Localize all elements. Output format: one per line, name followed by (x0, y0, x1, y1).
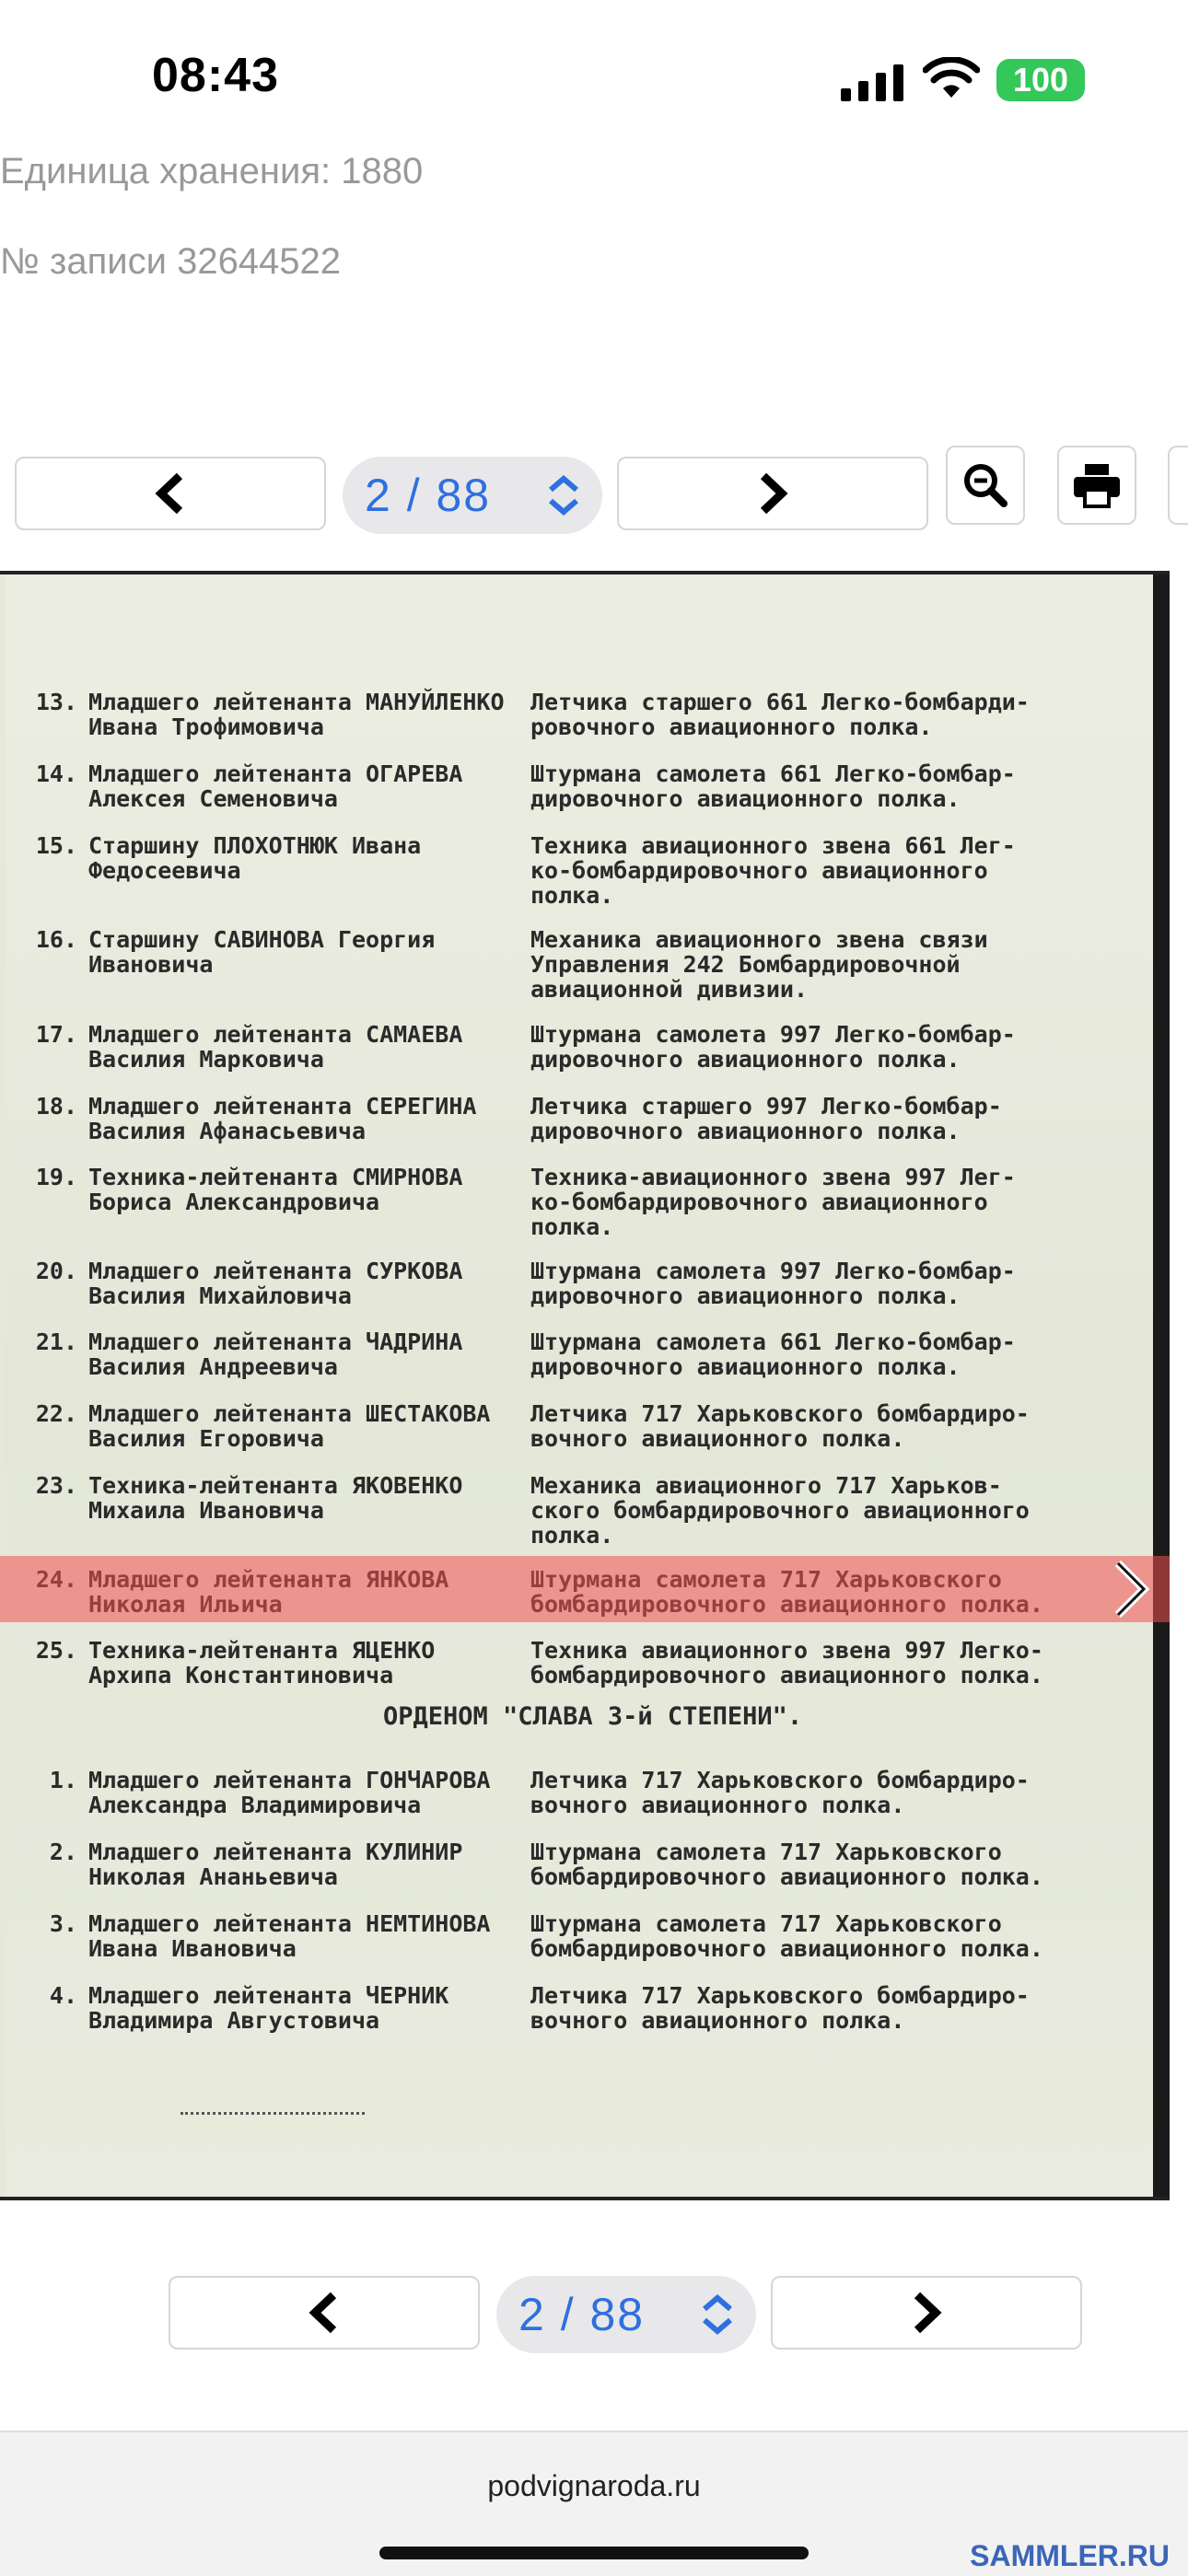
battery-indicator: 100 (996, 59, 1085, 101)
prev-page-button[interactable] (15, 457, 326, 530)
status-time: 08:43 (152, 49, 279, 102)
zoom-search-icon (961, 461, 1009, 509)
page-number: 2 / 88 (518, 2289, 646, 2340)
highlighted-record-row[interactable] (0, 1556, 1170, 1622)
cellular-signal-icon (841, 64, 905, 101)
wifi-icon (923, 57, 980, 99)
next-page-button[interactable] (617, 457, 928, 530)
home-indicator[interactable] (379, 2547, 809, 2559)
document-scan (0, 571, 1170, 2200)
page-number: 2 / 88 (365, 470, 492, 521)
browser-address-bar (0, 2431, 1188, 2576)
storage-unit-label: Единица хранения: 1880 (0, 151, 424, 191)
record-number-label: № записи 32644522 (0, 241, 342, 282)
chevron-left-icon (306, 2292, 343, 2334)
page-selector[interactable] (343, 457, 602, 534)
section-title: ОРДЕНОМ "СЛАВА 3-й СТЕПЕНИ". (383, 1702, 803, 1731)
chevron-right-icon (754, 472, 791, 515)
signature-mark (181, 2103, 365, 2115)
document-edge (1153, 574, 1170, 2197)
document-paper: 13. Младшего лейтенанта МАНУЙЛЕНКО Ивана Трофимовича Летчика старшего 661 Легко-бомбарди- ровочного авиационного полка. 14. Младшего лейтенанта ОГАРЕВА Алексея Семеновича Штурмана самолета 661 Легко-бомбар- дировочного авиационного полка. 15. Старшину ПЛОХОТНЮК Ивана Федосеевича Техника авиационного звена 661 Лег- ко-бомбардировочного авиационного полка. 16. Старшину САВИНОВА Георгия Ивановича Механика авиационного звена связи Управления 242 Бомбардировочной авиационной дивизии. 17. Младшего лейтенанта САМАЕВА Василия Марковича Штурмана самолета 997 Легко-бомбар- дировочного авиационного полка. 18. Младшего лейтенанта СЕРЕГИНА Василия Афанасьевича Летчика старшего 997 Легко-бомбар- дировочного авиационного полка. 19. Техника-лейтенанта СМИРНОВА Бориса Александровича Техника-авиационного звена 997 Лег- ко-бомбардировочного авиационного полка. 20. Младшего лейтенанта СУРКОВА Василия Михайловича Штурмана самолета 997 Легко-бомбар- дировочного авиационного полка. 21. Младшего лейтенанта ЧАДРИНА Василия Андреевича Штурмана самолета 661 Легко-бомбар- дировочного авиационного полка. 22. Младшего лейтенанта ШЕСТАКОВА Василия Егоровича Летчика 717 Харьковского бомбардиро- вочного авиационного полка. 23. Техника-лейтенанта ЯКОВЕНКО Михаила Ивановича Механика авиационного 717 Харьков- ского бомбардировочного авиационного полка. 25. Техника-лейтенанта ЯЦЕНКО Архипа Константиновича Техника авиационного звена 997 Легко- бомбардировочного авиационного полка. ОРДЕНОМ "СЛАВА 3-й СТЕПЕНИ". 1. Младшего лейтенанта ГОНЧАРОВА Александра Владимировича Летчика 717 Харьковского бомбардиро- вочного авиационного полка. 2. Младшего лейтенанта КУЛИНИР Николая Ананьевича Штурмана самолета 717 Харьковского бомбардировочного авиационного полка. 3. Младшего лейтенанта НЕМТИНОВА Ивана Ивановича Штурмана самолета 717 Харьковского бомбардировочного авиационного полка. 4. Младшего лейтенанта ЧЕРНИК Владимира Августовича Летчика 717 Харьковского бомбардиро- вочного авиационного полка. (6, 574, 1157, 2197)
url-label[interactable]: podvignaroda.ru (487, 2469, 701, 2502)
print-button[interactable] (1057, 446, 1136, 525)
battery-tip (1076, 72, 1081, 88)
chevron-left-icon (152, 472, 189, 515)
chevron-right-icon[interactable] (1103, 1556, 1159, 1622)
next-page-button[interactable] (771, 2276, 1082, 2350)
bottom-pager (0, 2276, 1188, 2353)
printer-icon (1072, 462, 1122, 508)
prev-page-button[interactable] (169, 2276, 480, 2350)
watermark: SAMMLER.RU (970, 2539, 1170, 2572)
more-tools-button[interactable] (1168, 446, 1188, 525)
chevron-updown-icon (545, 473, 582, 517)
chevron-updown-icon (699, 2292, 736, 2337)
chevron-right-icon (908, 2292, 945, 2334)
zoom-button[interactable] (946, 446, 1025, 525)
page-selector[interactable] (496, 2276, 756, 2353)
